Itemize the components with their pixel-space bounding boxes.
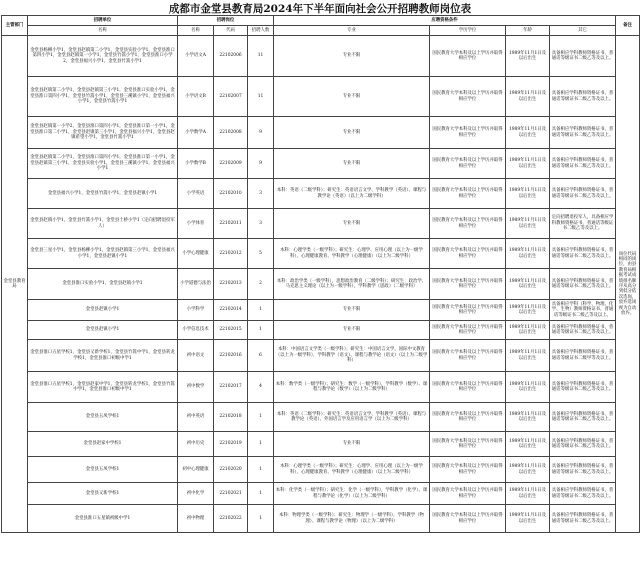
age-cell: 1989年11月1日及以后出生 <box>506 300 550 321</box>
code-cell: 22102012 <box>214 239 248 269</box>
count-cell: 1 <box>248 483 274 505</box>
major-cell: 本科：数学类（一级学科）；研究生：数学（一级学科），学科教学（数学）、课程与教学论（数学）（以上为二级学科） <box>274 372 430 403</box>
table-row <box>2 209 640 239</box>
age-cell: 1989年11月1日及以后出生 <box>506 457 550 483</box>
code-cell: 22102015 <box>214 321 248 340</box>
table-row <box>2 269 640 300</box>
edu-cell: 国民教育大学本科及以上学历并取得相应学位 <box>430 209 506 239</box>
count-cell: 5 <box>248 239 274 269</box>
count-cell: 1 <box>248 321 274 340</box>
edu-cell: 国民教育大学本科及以上学历并取得相应学位 <box>430 77 506 117</box>
edu-cell: 国民教育大学本科及以上学历并取得相应学位 <box>430 372 506 403</box>
unit-cell: 金堂县五凤学校1 <box>28 403 178 432</box>
position-cell: 小学科学 <box>178 300 214 321</box>
header-unit-name: 名称 <box>28 26 178 36</box>
position-cell: 初中化学 <box>178 483 214 505</box>
edu-cell: 国民教育大学本科及以上学历并取得相应学位 <box>430 321 506 340</box>
unit-cell: 金堂县淮口五星学校1，金堂县赵家中学1，金堂县转龙学校1，金堂县竹篙中学1，金堂县淮口初级中学1 <box>28 372 178 403</box>
position-cell: 初中英语 <box>178 403 214 432</box>
header-count: 招聘人数 <box>248 26 274 36</box>
age-cell: 1989年11月1日及以后出生 <box>506 209 550 239</box>
age-cell: 1989年11月1日及以后出生 <box>506 77 550 117</box>
major-cell: 本科：政治学类（一级学科），思想政治教育（二级学科）；研究生：政治学、马克思主义理论（以上为一级学科），学科教学（思政）（二级学科） <box>274 269 430 300</box>
age-cell: 1989年11月1日及以后出生 <box>506 149 550 179</box>
age-cell: 1989年11月1日及以后出生 <box>506 117 550 149</box>
header-edu: 学历学位 <box>430 26 506 36</box>
unit-cell: 金堂县赵镇第二小学1，金堂县淮口第四小学1，金堂县淮口第一小学1，金堂县赵镇第三小学1，金堂县实验小学1，金堂县三溪镇小学1，金堂县福兴小学1 <box>28 149 178 179</box>
edu-cell: 国民教育大学本科及以上学历并取得相应学位 <box>430 36 506 77</box>
position-cell: 初中数学 <box>178 372 214 403</box>
unit-cell: 金堂县赵镇小学1，金堂县竹篙小学1，金堂县土桥小学1（定向招聘退役军人） <box>28 209 178 239</box>
other-cell: 具备相应学科教师资格证书，普通话等级证书二级乙等及以上。 <box>550 505 616 533</box>
header-row-1 <box>2 16 640 26</box>
age-cell: 1989年11月1日及以后出生 <box>506 239 550 269</box>
position-cell: 小学道德与法治 <box>178 269 214 300</box>
major-cell: 本科：英语（二级学科）；研究生：英语语言文学、学科教学（英语）、课程与教学论（英语）（以上为二级学科） <box>274 179 430 209</box>
table-row <box>2 239 640 269</box>
other-cell: 具备相应学科（科学、物理、化学、生物）教师资格证书，普通话等级证书二级乙等及以上。 <box>550 300 616 321</box>
other-cell: 具备相应学科教师资格证书，普通话等级证书二级乙等及以上。 <box>550 372 616 403</box>
unit-cell: 金堂县五凤学校1 <box>28 457 178 483</box>
header-remark: 备注 <box>616 16 640 36</box>
code-cell: 22102009 <box>214 149 248 179</box>
position-cell: 初中历史 <box>178 432 214 457</box>
other-cell: 具备相应学科教师资格证书，普通话等级证书二级乙等及以上。 <box>550 149 616 179</box>
other-cell: 具备相应学科教师资格证书，普通话等级证书二级乙等及以上。 <box>550 483 616 505</box>
edu-cell: 国民教育大学本科及以上学历并取得相应学位 <box>430 179 506 209</box>
unit-cell: 金堂县赵镇小学1 <box>28 300 178 321</box>
count-cell: 1 <box>248 432 274 457</box>
age-cell: 1989年11月1日及以后出生 <box>506 372 550 403</box>
count-cell: 2 <box>248 269 274 300</box>
header-major: 专业 <box>274 26 430 36</box>
position-cell: 初中物理 <box>178 505 214 533</box>
code-cell: 22102020 <box>214 457 248 483</box>
edu-cell: 国民教育大学本科及以上学历并取得相应学位 <box>430 483 506 505</box>
other-cell: 具备相应学科教师资格证书，普通话等级证书二级乙等及以上。 <box>550 269 616 300</box>
table-row <box>2 300 640 321</box>
count-cell: 1 <box>248 457 274 483</box>
count-cell: 3 <box>248 179 274 209</box>
edu-cell: 国民教育大学本科及以上学历并取得相应学位 <box>430 340 506 372</box>
count-cell: 11 <box>248 36 274 77</box>
count-cell: 9 <box>248 117 274 149</box>
other-cell: 定向招聘退役军人，具备相应学科教师资格证书，普通话等级证书二级乙等及以上。 <box>550 209 616 239</box>
edu-cell: 国民教育大学本科及以上学历并取得相应学位 <box>430 505 506 533</box>
code-cell: 22102008 <box>214 117 248 149</box>
code-cell: 22102011 <box>214 209 248 239</box>
table-body <box>2 36 640 533</box>
other-cell: 具备相应学科教师资格证书，普通话等级证书二级乙等及以上。 <box>550 117 616 149</box>
position-cell: 小学数学B <box>178 149 214 179</box>
major-cell: 专业不限 <box>274 300 430 321</box>
other-cell: 具备相应学科教师资格证书，普通话等级证书二级乙等及以上。 <box>550 403 616 432</box>
table-row <box>2 457 640 483</box>
table-row <box>2 77 640 117</box>
unit-cell: 金堂县赵镇第二小学1，金堂县赵镇第三小学1，金堂县淮口实验小学1，金堂县淮口第四小学1，金堂县竹篙小学1，金堂县三溪镇小学1，金堂县福兴小学1，金堂县竹篙小学1 <box>28 77 178 117</box>
edu-cell: 国民教育大学本科及以上学历并取得相应学位 <box>430 239 506 269</box>
major-cell: 本科：化学类（一级学科）；研究生：化学（一级学科），学科教学（化学）、课程与教学论（化学）（以上为二级学科） <box>274 483 430 505</box>
edu-cell: 国民教育大学本科及以上学历并取得相应学位 <box>430 403 506 432</box>
age-cell: 1989年11月1日及以后出生 <box>506 403 550 432</box>
unit-cell: 金堂县淮口五星学校1，金堂县又新学校1，金堂县竹篙中学1，金堂县转龙学校1，金堂县淮口初级中学1 <box>28 340 178 372</box>
edu-cell: 国民教育大学本科及以上学历并取得相应学位 <box>430 300 506 321</box>
unit-cell: 金堂县三星小学1，金堂县杨柳小学1，金堂县赵镇第三小学1，金堂县福兴小学1，金堂县赵镇小学1 <box>28 239 178 269</box>
age-cell: 1989年11月1日及以后出生 <box>506 505 550 533</box>
code-cell: 22102013 <box>214 269 248 300</box>
code-cell: 22102018 <box>214 403 248 432</box>
age-cell: 1989年11月1日及以后出生 <box>506 179 550 209</box>
unit-cell: 金堂县赵镇第一小学2，金堂县淮口第四小学1，金堂县淮口第一小学1，金堂县淮口第二小学1，金堂县赵镇第三小学1，金堂县福兴小学1，金堂县赵镇希望小学1，金堂县竹篙小学1 <box>28 117 178 149</box>
other-cell: 具备相应学科教师资格证书，普通话等级证书二级甲等及以上。 <box>550 340 616 372</box>
header-code: 代码 <box>214 26 248 36</box>
table-row <box>2 372 640 403</box>
recruitment-table <box>1 15 640 533</box>
table-row <box>2 321 640 340</box>
other-cell: 具备相应学科教师资格证书，普通话等级证书二级乙等及以上。 <box>550 321 616 340</box>
other-cell: 具备相应学科教师资格证书，普通话等级证书二级乙等及以上。 <box>550 179 616 209</box>
major-cell: 专业不限 <box>274 149 430 179</box>
age-cell: 1989年11月1日及以后出生 <box>506 432 550 457</box>
unit-cell: 金堂县淮口实验小学1，金堂县赵镇小学1 <box>28 269 178 300</box>
other-cell: 具备相应学科教师资格证书，普通话等级证书二级乙等及以上。 <box>550 77 616 117</box>
code-cell: 22102006 <box>214 36 248 77</box>
age-cell: 1989年11月1日及以后出生 <box>506 340 550 372</box>
edu-cell: 国民教育大学本科及以上学历并取得相应学位 <box>430 269 506 300</box>
position-cell: 小学数学A <box>178 117 214 149</box>
table-row <box>2 403 640 432</box>
major-cell: 专业不限 <box>274 432 430 457</box>
major-cell: 专业不限 <box>274 209 430 239</box>
dept-cell: 金堂县教育局 <box>2 36 28 533</box>
other-cell: 具备相应学科教师资格证书，普通话等级证书二级乙等及以上。 <box>550 432 616 457</box>
age-cell: 1989年11月1日及以后出生 <box>506 321 550 340</box>
age-cell: 1989年11月1日及以后出生 <box>506 36 550 77</box>
position-cell: 小学语文B <box>178 77 214 117</box>
age-cell: 1989年11月1日及以后出生 <box>506 483 550 505</box>
header-conditions: 应聘资格条件 <box>274 16 616 26</box>
unit-cell: 金堂县赵镇小学1 <box>28 321 178 340</box>
remark-cell: 岗位代码相同的岗位，由县教育局根据考试成绩排名顺序从高分到低分依次选岗，放弃选岗视为自动放弃。 <box>616 36 640 533</box>
header-dept: 主管部门 <box>2 16 28 36</box>
header-position: 招聘岗位 <box>178 16 274 26</box>
position-cell: 小学英语 <box>178 179 214 209</box>
page-title: 成都市金堂县教育局2024年下半年面向社会公开招聘教师岗位表 <box>168 3 472 15</box>
header-row-2 <box>2 26 640 36</box>
unit-cell: 金堂县又新学校1 <box>28 483 178 505</box>
count-cell: 1 <box>248 300 274 321</box>
major-cell: 本科：中国语言文学类（一级学科）；研究生：中国语言文学、国际中文教育（以上为一级学科），学科教学（语文）、课程与教学论（语文）（以上为二级学科） <box>274 340 430 372</box>
header-other: 其它 <box>550 26 616 36</box>
header-pos-name: 名称 <box>178 26 214 36</box>
age-cell: 1989年11月1日及以后出生 <box>506 269 550 300</box>
position-cell: 小学信息技术 <box>178 321 214 340</box>
table-row <box>2 36 640 77</box>
count-cell: 6 <box>248 340 274 372</box>
count-cell: 3 <box>248 209 274 239</box>
position-cell: 小学语文A <box>178 36 214 77</box>
unit-cell: 金堂县福兴小学1，金堂县竹篙小学1，金堂县赵镇小学1 <box>28 179 178 209</box>
table-row <box>2 483 640 505</box>
code-cell: 22102021 <box>214 483 248 505</box>
major-cell: 专业不限 <box>274 77 430 117</box>
table-row <box>2 505 640 533</box>
table-row <box>2 432 640 457</box>
other-cell: 具备相应学科教师资格证书，普通话等级证书二级乙等及以上。 <box>550 36 616 77</box>
header-unit: 招聘单位 <box>28 16 178 26</box>
position-cell: 小学体育 <box>178 209 214 239</box>
code-cell: 22102014 <box>214 300 248 321</box>
edu-cell: 国民教育大学本科及以上学历并取得相应学位 <box>430 432 506 457</box>
table-row <box>2 149 640 179</box>
count-cell: 4 <box>248 372 274 403</box>
code-cell: 22102016 <box>214 340 248 372</box>
count-cell: 9 <box>248 149 274 179</box>
count-cell: 11 <box>248 77 274 117</box>
code-cell: 22102017 <box>214 372 248 403</box>
other-cell: 具备相应学科教师资格证书，普通话等级证书二级乙等及以上。 <box>550 239 616 269</box>
edu-cell: 国民教育大学本科及以上学历并取得相应学位 <box>430 117 506 149</box>
position-cell: 初中语文 <box>178 340 214 372</box>
code-cell: 22102010 <box>214 179 248 209</box>
table-row <box>2 340 640 372</box>
code-cell: 22102022 <box>214 505 248 533</box>
position-cell: 初中心理健康 <box>178 457 214 483</box>
unit-cell: 金堂县赵家中学校1 <box>28 432 178 457</box>
edu-cell: 国民教育大学本科及以上学历并取得相应学位 <box>430 149 506 179</box>
unit-cell: 金堂县淮口五星镇初级中学1 <box>28 505 178 533</box>
code-cell: 22102019 <box>214 432 248 457</box>
major-cell: 本科：心理学类（一级学科）；研究生：心理学、应用心理（以上为一级学科），心理健康教育、学科教学（心理健康）（以上为二级学科） <box>274 457 430 483</box>
major-cell: 本科：心理学类（一级学科）；研究生：心理学、应用心理（以上为一级学科），心理健康教育、学科教学（心理健康）（以上为二级学科） <box>274 239 430 269</box>
major-cell: 本科：英语（二级学科）；研究生：英语语言文学、学科教学（英语）、课程与教学论（英语）、外国语言学及应用语言学（以上为二级学科） <box>274 403 430 432</box>
count-cell: 1 <box>248 505 274 533</box>
position-cell: 小学心理健康 <box>178 239 214 269</box>
count-cell: 1 <box>248 403 274 432</box>
major-cell: 专业不限 <box>274 321 430 340</box>
table-row <box>2 179 640 209</box>
edu-cell: 国民教育大学本科及以上学历并取得相应学位 <box>430 457 506 483</box>
other-cell: 具备相应学科教师资格证书，普通话等级证书二级乙等及以上。 <box>550 457 616 483</box>
unit-cell: 金堂县杨柳小学1，金堂县赵镇第二小学1，金堂县实验小学1，金堂县淮口第四小学1，金堂县赵镇第一小学1，金堂县竹篙小学1，金堂县淮口小学2，金堂县福兴小学1，金堂县竹篙小学1 <box>28 36 178 77</box>
table-row <box>2 117 640 149</box>
major-cell: 本科：物理学类（一级学科）；研究生：物理学（一级学科），学科教学（物理）、课程与教学论（物理）（以上为二级学科） <box>274 505 430 533</box>
code-cell: 22102007 <box>214 77 248 117</box>
header-age: 年龄 <box>506 26 550 36</box>
major-cell: 专业不限 <box>274 36 430 77</box>
major-cell: 专业不限 <box>274 117 430 149</box>
